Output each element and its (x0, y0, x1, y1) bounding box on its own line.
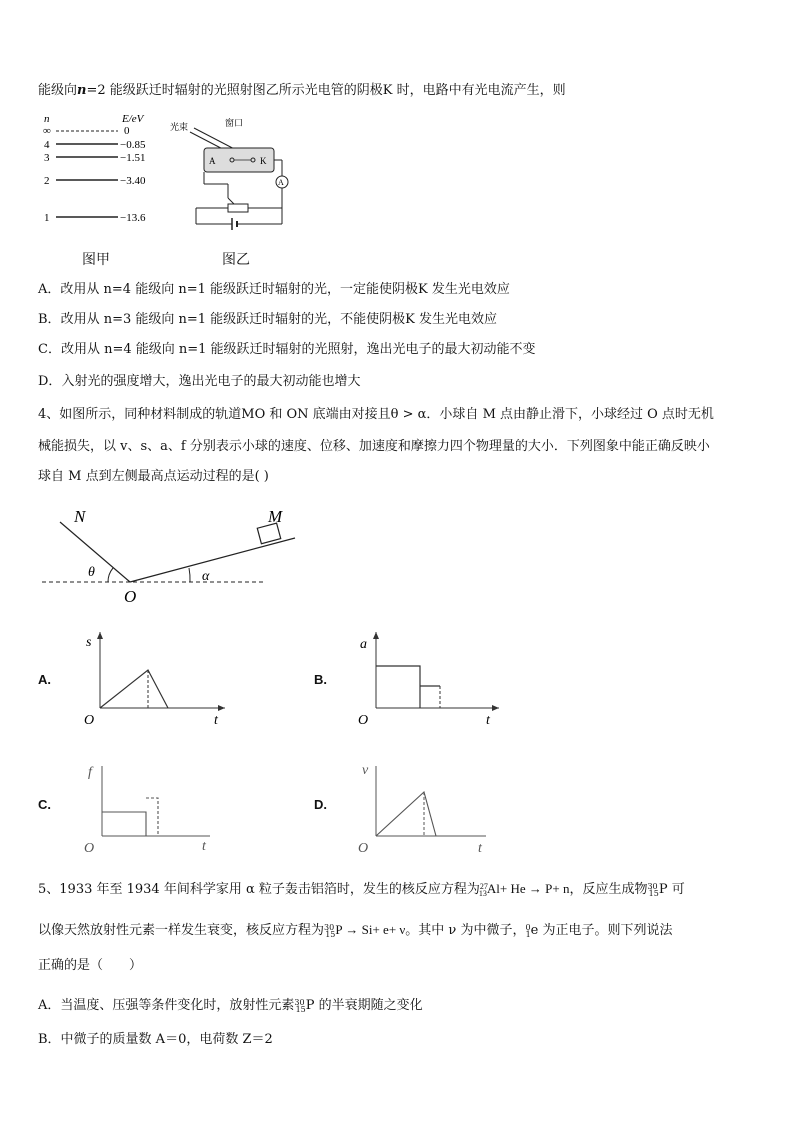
q4-line-1: 4、如图所示，同种材料制成的轨道MO 和 ON 底端由对接且θ > α．小球自 M 点由静止滑下，小球经过 O 点时无机 (38, 407, 714, 422)
svg-text:a: a (360, 637, 367, 652)
q3-option-c[interactable]: C．改用从 n=4 能级向 n=1 能级跃迁时辐射的光照射，逸出光电子的最大初动能不变 (38, 342, 536, 357)
svg-text:4: 4 (44, 139, 50, 151)
e-axis-label: E/eV (122, 113, 144, 125)
svg-text:−1.51: −1.51 (120, 152, 146, 164)
intro-line (38, 82, 566, 100)
energy-level-diagram (38, 110, 168, 230)
label-m: M (268, 507, 283, 526)
q5-line-2: 以像天然放射性元素一样发生衰变，核反应方程为$^{30}_{15}$P → Si+ e+ ν。其中 ν 为中微子，$^0_1$e 为正电子。则下列说法 (38, 922, 673, 939)
level-4 (44, 139, 146, 151)
beam-label: 光束 (170, 122, 189, 132)
svg-text:v: v (362, 763, 369, 778)
label-n: N (74, 507, 86, 526)
q4-line-3: 球自 M 点到左侧最高点运动过程的是( ) (38, 469, 269, 484)
svg-text:∞: ∞ (43, 125, 51, 137)
label-o: O (124, 587, 137, 606)
window-label: 窗口 (225, 118, 244, 128)
q5-nuclear-equation-2: P → Si+ e+ ν (335, 922, 406, 937)
svg-text:3: 3 (44, 152, 50, 164)
q5-option-b[interactable]: B．中微子的质量数 A＝0，电荷数 Z＝2 (38, 1032, 273, 1047)
svg-text:1: 1 (44, 212, 50, 224)
block-m (257, 523, 280, 544)
caption-fig-yi: 图乙 (222, 252, 250, 268)
level-inf (43, 125, 130, 137)
svg-text:−0.85: −0.85 (120, 139, 146, 151)
graph-d-v-t[interactable] (354, 758, 504, 858)
svg-text:s: s (86, 635, 92, 650)
q5-line-3: 正确的是（ ） (38, 958, 143, 973)
anode-label: A (209, 156, 216, 166)
svg-text:f: f (88, 765, 92, 780)
svg-text:−13.6: −13.6 (120, 212, 146, 224)
q3-option-b[interactable]: B．改用从 n=3 能级向 n=1 能级跃迁时辐射的光，不能使阴极K 发生光电效应 (38, 312, 498, 327)
level-3 (44, 152, 145, 164)
n-axis-label: n (44, 113, 50, 125)
label-theta: θ (88, 565, 95, 580)
rheostat (228, 204, 248, 212)
graph-c-f-t[interactable] (80, 758, 230, 858)
track-diagram (40, 498, 300, 608)
q4-option-a-label[interactable]: A. (38, 672, 51, 687)
q5-option-a[interactable]: A．当温度、压强等条件变化时，放射性元素$^{30}_{15}$P 的半衰期随之变化 (38, 998, 423, 1014)
q3-option-d[interactable]: D．入射光的强度增大，逸出光电子的最大初动能也增大 (38, 374, 361, 389)
cathode-label: K (260, 156, 267, 166)
svg-text:t: t (486, 713, 490, 728)
intro-text-pre: 能级向 (38, 83, 78, 98)
svg-text:A: A (278, 178, 284, 187)
graph-a-s-t[interactable] (80, 628, 230, 728)
label-alpha: α (202, 569, 210, 584)
q5-line-1: 5、1933 年至 1934 年间科学家用 α 粒子轰击铝箔时，发生的核反应方程为$^{27}_{13}$Al+ He → P+ n，反应生成物$^{30}_{15}$P 可 (38, 881, 685, 898)
level-2 (44, 175, 146, 187)
q4-line-2: 械能损失，以 v、s、a、f 分别表示小球的速度、位移、加速度和摩擦力四个物理量的大小．下列图象中能正确反映小 (38, 439, 710, 454)
q4-option-c-label[interactable]: C. (38, 797, 51, 812)
intro-text: =2 能级跃迁时辐射的光照射图乙所示光电管的阴极K 时，电路中有光电流产生，则 (86, 83, 566, 98)
graph-b-a-t[interactable] (354, 628, 504, 728)
svg-text:O: O (358, 713, 369, 728)
svg-text:t: t (202, 839, 206, 854)
svg-text:−3.40: −3.40 (120, 175, 146, 187)
q4-option-d-label[interactable]: D. (314, 797, 327, 812)
svg-text:t: t (478, 841, 482, 856)
q4-option-b-label[interactable]: B. (314, 672, 327, 687)
svg-text:2: 2 (44, 175, 50, 187)
svg-text:t: t (214, 713, 218, 728)
q5-nuclear-equation-1: $^{27}_{13}$Al+ He → P+ n (478, 881, 570, 898)
level-1 (44, 212, 146, 224)
svg-text:O: O (84, 713, 95, 728)
intro-n: n (77, 83, 87, 98)
svg-text:O: O (84, 841, 95, 856)
svg-text:O: O (358, 841, 369, 856)
phototube-circuit-diagram (168, 112, 298, 232)
q3-option-a[interactable]: A．改用从 n=4 能级向 n=1 能级跃迁时辐射的光，一定能使阴极K 发生光电效应 (38, 282, 510, 297)
caption-fig-jia: 图甲 (82, 252, 110, 268)
svg-text:0: 0 (124, 125, 130, 137)
